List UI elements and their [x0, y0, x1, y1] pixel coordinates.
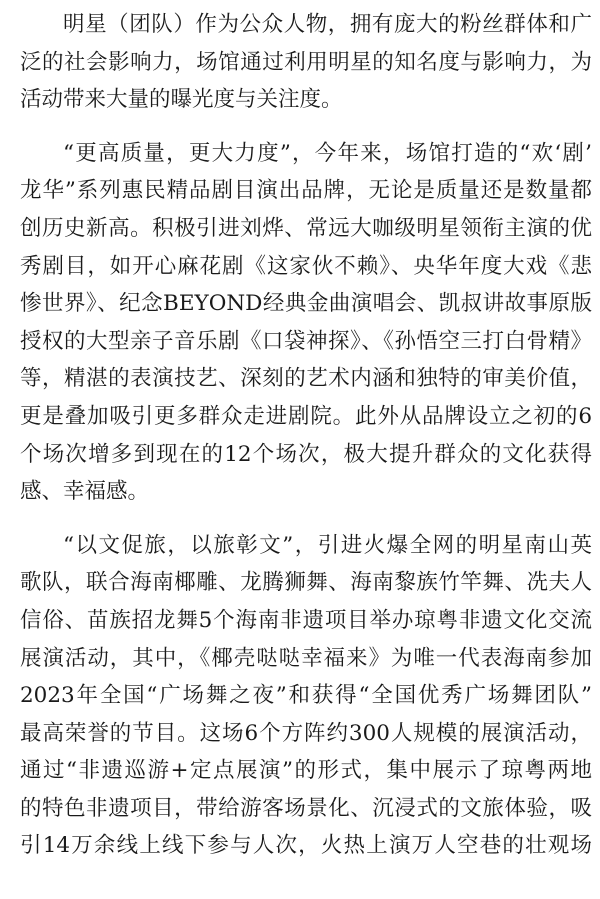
text-line: 龙华”系列惠民精品剧目演出品牌，无论是质量还是数量都: [20, 178, 592, 204]
text-line: 等，精湛的表演技艺、深刻的艺术内涵和独特的审美价值，: [20, 366, 592, 392]
text-line: “更高质量，更大力度”，今年来，场馆打造的“欢‘剧’: [63, 140, 592, 166]
text-line: 授权的大型亲子音乐剧《口袋神探》、《孙悟空三打白骨精》: [20, 328, 592, 354]
paragraph-celebrity-influence: [20, 6, 592, 119]
text-line: 感、幸福感。: [20, 479, 150, 505]
text-line: 泛的社会影响力，场馆通过利用明星的知名度与影响力，为: [20, 49, 592, 75]
text-line: 歌队，联合海南椰雕、龙腾狮舞、海南黎族竹竿舞、冼夫人: [20, 570, 592, 596]
text-line: 信俗、苗族招龙舞5个海南非遗项目举办琼粤非遗文化交流: [20, 607, 592, 633]
paragraph-culture-tourism: [20, 527, 592, 865]
text-line: 惨世界》、纪念BEYOND经典金曲演唱会、凯叔讲故事原版: [20, 291, 592, 317]
text-line: “以文促旅，以旅彰文”，引进火爆全网的明星南山英: [63, 532, 592, 558]
text-line: 秀剧目，如开心麻花剧《这家伙不赖》、央华年度大戏《悲: [20, 253, 592, 279]
text-line: 创历史新高。积极引进刘烨、常远大咖级明星领衔主演的优: [20, 215, 592, 241]
text-line: 的特色非遗项目，带给游客场景化、沉浸式的文旅体验，吸: [20, 795, 592, 821]
text-line: 更是叠加吸引更多群众走进剧院。此外从品牌设立之初的6: [20, 403, 592, 429]
text-line: 个场次增多到现在的12个场次，极大提升群众的文化获得: [20, 441, 592, 467]
text-line: 最高荣誉的节目。这场6个方阵约300人规模的展演活动，: [20, 720, 592, 746]
text-line: 2023年全国“广场舞之夜”和获得“全国优秀广场舞团队”: [20, 683, 592, 709]
text-line: 活动带来大量的曝光度与关注度。: [20, 87, 343, 113]
text-line: 展演活动，其中，《椰壳哒哒幸福来》为唯一代表海南参加: [20, 645, 592, 671]
text-line: 引14万余线上线下参与人次，火热上演万人空巷的壮观场: [20, 833, 592, 859]
text-line: 通过“非遗巡游+定点展演”的形式，集中展示了琼粤两地: [20, 758, 592, 784]
text-line: 明星（团队）作为公众人物，拥有庞大的粉丝群体和广: [63, 12, 592, 37]
paragraph-performance-brand: [20, 135, 592, 511]
